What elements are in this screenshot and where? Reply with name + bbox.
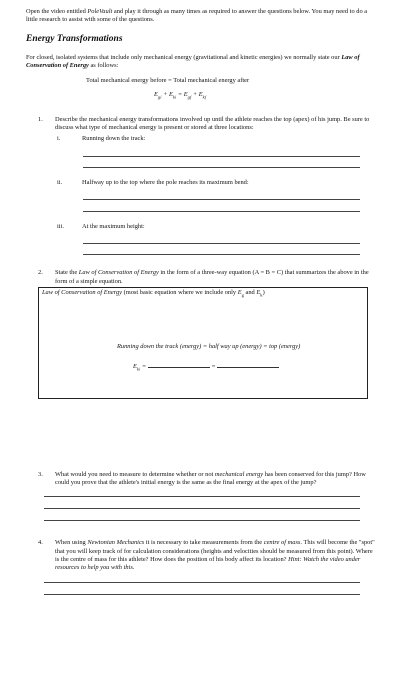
question-3 bbox=[26, 471, 376, 488]
answer-box[interactable] bbox=[38, 287, 368, 399]
blank-field[interactable] bbox=[148, 361, 210, 368]
equation-symbols: $E_{gi} + E_{ki} = E_{gf} + E_{kf}$ bbox=[154, 91, 206, 100]
equation-words: Total mechanical energy before = Total mechanical energy after bbox=[86, 77, 250, 85]
section-title: Energy Transformations bbox=[26, 33, 123, 44]
sub-item-iii: iii. At the maximum height: bbox=[57, 222, 145, 230]
box-heading: Law of Conservation of Energy (most basic equation where we include only $E_g$ and $E_k$) bbox=[42, 288, 265, 298]
blank-field[interactable] bbox=[217, 361, 279, 368]
question-number: 4. bbox=[38, 539, 43, 547]
sub-item-i: i. Running down the track: bbox=[57, 135, 146, 143]
box-word-equation: Running down the track (energy) = half way up (energy) = top (energy) bbox=[117, 342, 301, 350]
question-number: 1. bbox=[38, 115, 43, 123]
question-4 bbox=[26, 539, 376, 572]
intro-paragraph: Open the video entitled PoleVault and play it through as many times as required to answer the questions below. You may need to do a little research to assist with some of the questions. bbox=[26, 8, 368, 24]
question-1 bbox=[26, 116, 376, 133]
video-title: PoleVault bbox=[87, 8, 113, 15]
question-text: When using Newtonian Mechanics it is necessary to take measurements from the centre of mass. This will become the "spot" that you will keep track of for calculation considerations (heights and velocities should be measured from this point). Where is the centre of mass for this athlete? How does the position of his body affect its location? Hint: Watch the video under resources to help you with this. bbox=[55, 539, 375, 572]
worksheet-page bbox=[26, 8, 376, 595]
closed-systems-paragraph: For closed, isolated systems that include only mechanical energy (gravitational and kinetic energies) we normally state our Law of Conservation of Energy as follows: bbox=[26, 53, 360, 69]
question-2 bbox=[26, 269, 376, 286]
question-text: What would you need to measure to determine whether or not mechanical energy has been conserved for this jump? How could you prove that the athlete's initial energy is the same as the final energy at the apex of the jump? bbox=[55, 470, 366, 487]
question-text: Describe the mechanical energy transformations involved up until the athlete reaches the top (apex) of his jump. Be sure to discuss what type of mechanical energy is present or stored at three locations: bbox=[55, 115, 370, 132]
answer-line[interactable] bbox=[44, 594, 360, 595]
box-symbol-equation: $E_{ki}$ = = bbox=[133, 361, 279, 371]
question-number: 2. bbox=[38, 269, 43, 277]
question-text: State the Law of Conservation of Energy in the form of a three-way equation (A = B = C) that summarizes the above in the form of a simple equation. bbox=[55, 269, 369, 285]
sub-item-ii: ii. Halfway up to the top where the pole reaches its maximum bend: bbox=[57, 178, 249, 186]
question-number: 3. bbox=[38, 470, 43, 478]
